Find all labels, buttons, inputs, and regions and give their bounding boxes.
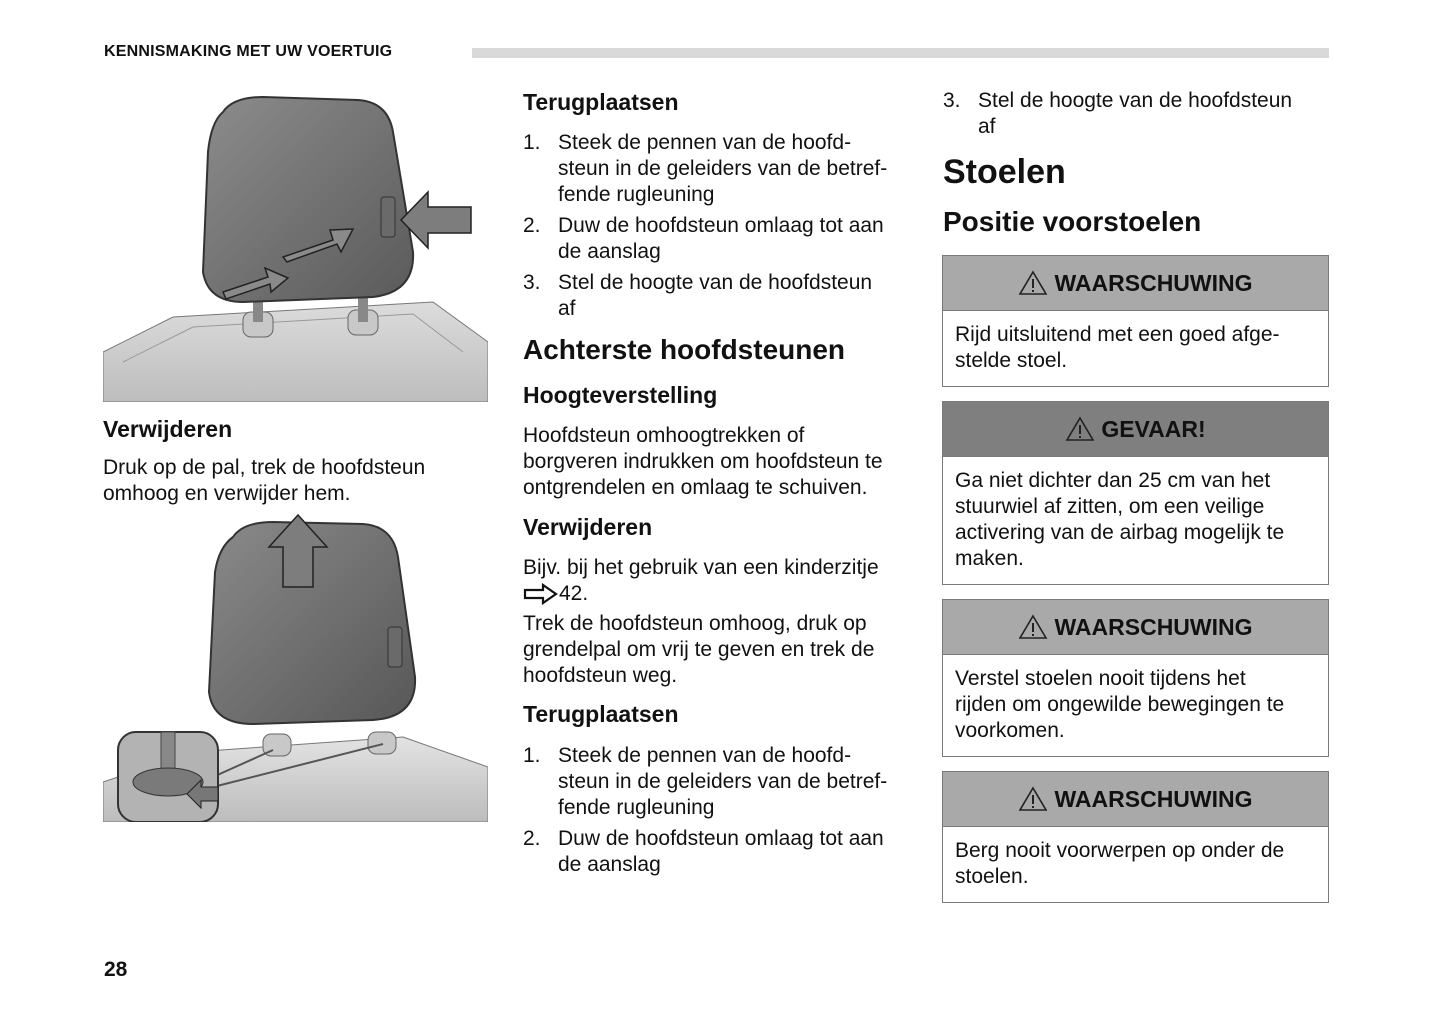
heading-positie-voorstoelen: Positie voorstoelen	[943, 206, 1202, 237]
danger-box-header	[943, 402, 1328, 457]
text-line: stelde stoel.	[955, 349, 1068, 372]
step-line: Duw de hoofdsteun omlaag tot aan	[558, 214, 884, 237]
warning-triangle-icon	[1018, 270, 1048, 296]
step-line: de aanslag	[558, 853, 661, 876]
steps-list-2	[523, 743, 913, 878]
text-line: ontgrendelen en omlaag te schuiven.	[523, 476, 868, 499]
text-line: Ga niet dichter dan 25 cm van het	[955, 469, 1271, 492]
warning-triangle-icon	[1018, 786, 1048, 812]
heading-terugplaatsen-1: Terugplaatsen	[523, 89, 679, 115]
step-number: 2.	[523, 214, 541, 237]
text-line: Trek de hoofdsteun omhoog, druk op	[523, 612, 867, 635]
text-line: Druk op de pal, trek de hoofdsteun	[103, 456, 426, 479]
headrest-remove-illustration	[103, 512, 488, 822]
left-text-verwijderen	[103, 455, 425, 507]
step-line: steun in de geleiders van de betref-	[558, 770, 888, 793]
step-number: 3.	[523, 271, 541, 294]
warning-triangle-icon	[1018, 614, 1048, 640]
headrest-adjust-illustration	[103, 92, 488, 402]
page-number: 28	[104, 958, 128, 981]
step-line: Stel de hoogte van de hoofdsteun	[558, 271, 873, 294]
warning-box-header	[943, 772, 1328, 827]
step-line: af	[978, 115, 996, 138]
warning-title: WAARSCHUWING	[1054, 785, 1253, 812]
text-line: borgveren indrukken om hoofdsteun te	[523, 450, 883, 473]
list-item	[523, 743, 913, 821]
step-number: 1.	[523, 131, 541, 154]
text-line: Berg nooit voorwerpen op onder de	[955, 839, 1285, 862]
warning-box	[942, 771, 1329, 903]
steps-list-1	[523, 130, 913, 322]
danger-body	[943, 457, 1328, 584]
step-line: Steek de pennen van de hoofd-	[558, 744, 852, 767]
section-header: KENNISMAKING MET UW VOERTUIG	[104, 43, 393, 60]
text-line: Verstel stoelen nooit tijdens het	[955, 667, 1246, 690]
text-verwijderen	[523, 555, 879, 689]
heading-terugplaatsen-2: Terugplaatsen	[523, 701, 679, 727]
warning-title: WAARSCHUWING	[1054, 613, 1253, 640]
list-item	[523, 826, 913, 878]
text-line: stoelen.	[955, 865, 1029, 888]
warning-box	[942, 599, 1329, 757]
step-line: Stel de hoogte van de hoofdsteun	[978, 89, 1293, 112]
text-line: grendelpal om vrij te geven en trek de	[523, 638, 875, 661]
warning-body	[943, 311, 1328, 386]
reference-arrow-icon	[523, 583, 559, 605]
list-item	[943, 88, 1333, 140]
warning-triangle-icon	[1065, 416, 1095, 442]
step-number: 2.	[523, 827, 541, 850]
heading-stoelen: Stoelen	[943, 153, 1066, 191]
left-heading-verwijderen: Verwijderen	[103, 416, 233, 442]
step-line: fende rugleuning	[558, 796, 715, 819]
warning-box-header	[943, 600, 1328, 655]
text-line: activering van de airbag mogelijk te	[955, 521, 1285, 544]
step-line: af	[558, 297, 576, 320]
heading-verwijderen: Verwijderen	[523, 514, 653, 540]
text-line: Bijv. bij het gebruik van een kinderzitje	[523, 556, 879, 579]
step-number: 3.	[943, 89, 961, 112]
list-item	[523, 130, 913, 208]
danger-title: GEVAAR!	[1101, 415, 1206, 442]
heading-achterste-hoofdsteunen: Achterste hoofdsteunen	[523, 334, 846, 365]
step-line: fende rugleuning	[558, 183, 715, 206]
text-line: hoofdsteun weg.	[523, 664, 678, 687]
text-line: Rijd uitsluitend met een goed afge-	[955, 323, 1280, 346]
reference-page: 42.	[559, 582, 589, 605]
list-item	[523, 213, 913, 265]
text-hoogteverstelling	[523, 423, 883, 501]
warning-body	[943, 827, 1328, 902]
list-item	[523, 270, 913, 322]
step-number: 1.	[523, 744, 541, 767]
text-line: omhoog en verwijder hem.	[103, 482, 351, 505]
step-line: Steek de pennen van de hoofd-	[558, 131, 852, 154]
danger-box	[942, 401, 1329, 585]
warning-body	[943, 655, 1328, 756]
step-line: de aanslag	[558, 240, 661, 263]
steps-list-continued	[943, 88, 1333, 140]
text-line: rijden om ongewilde bewegingen te	[955, 693, 1285, 716]
step-line: Duw de hoofdsteun omlaag tot aan	[558, 827, 884, 850]
page-reference[interactable]	[523, 581, 879, 607]
heading-hoogteverstelling: Hoogteverstelling	[523, 382, 718, 408]
step-line: steun in de geleiders van de betref-	[558, 157, 888, 180]
text-line: Hoofdsteun omhoogtrekken of	[523, 424, 805, 447]
warning-title: WAARSCHUWING	[1054, 269, 1253, 296]
header-divider-bar	[472, 48, 1329, 58]
text-line: stuurwiel af zitten, om een veilige	[955, 495, 1265, 518]
text-line: voorkomen.	[955, 719, 1065, 742]
text-line: maken.	[955, 547, 1024, 570]
warning-box-header	[943, 256, 1328, 311]
warning-box	[942, 255, 1329, 387]
